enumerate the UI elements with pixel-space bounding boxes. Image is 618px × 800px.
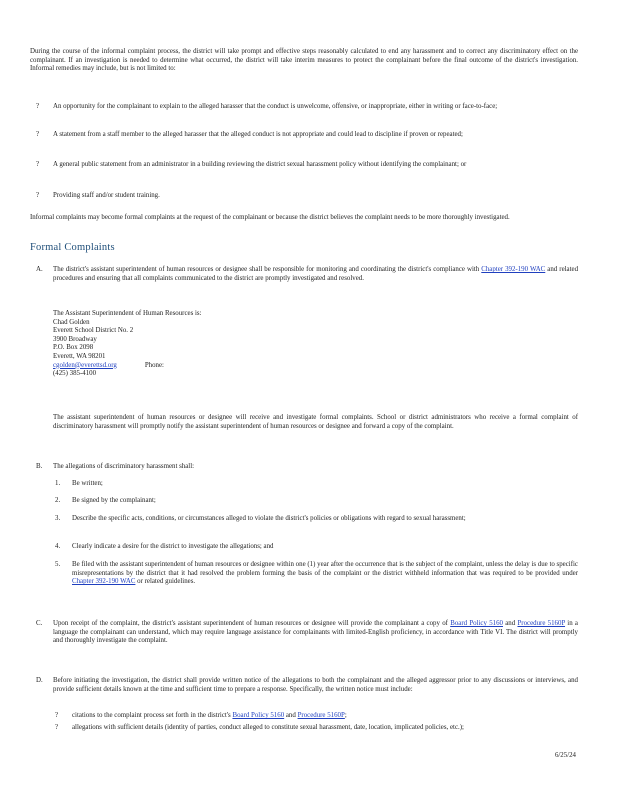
section-d-lead: Before initiating the investigation, the district shall provide written notice of the allegations to both the complainant and the alleged aggressor prior to any discussions or interviews, and provide sufficient details known at the time and sufficient time to prepare a response. Specifically, the written notice must include: [53, 677, 578, 693]
section-heading: Formal Complaints [30, 242, 115, 253]
contact-email-link[interactable]: cgolden@everettsd.org [53, 361, 117, 369]
list-number: 2. [55, 497, 61, 504]
board-policy-link[interactable]: Board Policy 5160 [450, 620, 503, 627]
bullet-marker: ? [36, 192, 40, 199]
section-b-marker: B. [36, 463, 43, 470]
bullet-item: A statement from a staff member to the alleged harasser that the alleged conduct is not appropriate and could lead to discipline if proven or repeated; [53, 131, 463, 138]
footer-date: 6/25/24 [554, 752, 576, 759]
bullet-item: An opportunity for the complainant to explain to the alleged harasser that the conduct is unwelcome, offensive, or inappropriate, either in writing or face-to-face; [53, 103, 498, 110]
procedure-link-2[interactable]: Procedure 5160P [297, 712, 345, 719]
procedure-link[interactable]: Procedure 5160P [517, 620, 566, 627]
board-policy-link-2[interactable]: Board Policy 5160 [232, 712, 285, 719]
list-number: 4. [55, 543, 61, 550]
contact-org: Everett School District No. 2 [53, 327, 134, 335]
section-d-marker: D. [36, 677, 43, 684]
section-b-lead: The allegations of discriminatory harassment shall: [53, 463, 195, 470]
contact-city: Everett, WA 98201 [53, 352, 106, 360]
section-c-marker: C. [36, 620, 43, 627]
bullet-item: Providing staff and/or student training. [53, 192, 160, 199]
list-item: Clearly indicate a desire for the district to investigate the allegations; and [72, 543, 274, 550]
bullet-marker: ? [36, 103, 40, 110]
list-item: Be written; [72, 480, 103, 487]
wac-link[interactable]: Chapter 392-190 WAC [481, 266, 546, 273]
list-item: Be signed by the complainant; [72, 497, 156, 504]
list-number: 1. [55, 480, 61, 487]
list-item: Describe the specific acts, conditions, or circumstances alleged to violate the district's policies or obligations with regard to sexual harassment; [72, 515, 466, 522]
list-item-5: Be filed with the assistant superintendent of human resources or designee within one (1) year after the occurrence that is the subject of the complaint, unless the delay is due to specific misrepresentations by the district that it had resolved the problem forming the basis of the complaint or the district withheld information that was required to be provided under Chapter 392-190 WAC or related guidelines. [72, 561, 578, 586]
contact-block [53, 310, 578, 379]
contact-phone: (425) 385-4100 [53, 370, 97, 378]
phone-label: Phone: [144, 361, 164, 369]
section-a-paragraph: The district's assistant superintendent of human resources or designee shall be responsible for monitoring and coordinating the district's compliance with Chapter 392-190 WAC and related procedures and ensuring that all complaints communicated to the district are promptly investigated and resolved. [53, 266, 579, 282]
list-number: 3. [55, 515, 61, 522]
contact-email-row [53, 362, 578, 371]
sub-bullet-marker: ? [55, 712, 59, 719]
sub-bullet-item: allegations with sufficient details (identity of parties, conduct alleged to constitute sexual harassment, date, location, implicated policies, etc.); [72, 724, 464, 731]
sub-bullet-item: citations to the complaint process set forth in the district's Board Policy 5160 and Procedure 5160P; [72, 712, 347, 719]
contact-box: P.O. Box 2098 [53, 344, 94, 352]
wac-link-2[interactable]: Chapter 392-190 WAC [72, 578, 136, 586]
bullet-marker: ? [36, 161, 40, 168]
section-a-marker: A. [36, 266, 43, 273]
bullet-marker: ? [36, 131, 40, 138]
contact-street: 3900 Broadway [53, 335, 97, 343]
bullet-item: A general public statement from an administrator in a building reviewing the district sexual harassment policy without identifying the complainant; or [53, 161, 467, 168]
section-c-paragraph: Upon receipt of the complaint, the district's assistant superintendent of human resources or designee will provide the complainant a copy of Board Policy 5160 and Procedure 5160P in a language the complainant can understand, which may require language assistance for complainants with limited-English proficiency, in accordance with Title VI. The district will promptly and thoroughly investigate the complaint. [53, 620, 578, 645]
list-number: 5. [55, 561, 61, 568]
sub-bullet-marker: ? [55, 724, 59, 731]
contact-title: The Assistant Superintendent of Human Resources is: [53, 310, 202, 317]
section-a-paragraph-2: The assistant superintendent of human resources or designee will receive and investigate formal complaints. School or district administrators who receive a formal complaint of discriminatory harassment will promptly notify the assistant superintendent of human resources or designee and forward a copy of the complaint. [53, 414, 578, 430]
intro-paragraph: During the course of the informal complaint process, the district will take prompt and effective steps reasonably calculated to end any harassment and to correct any discriminatory effect on the complainant. If an investigation is needed to determine what occurred, the district will take interim measures to protect the complainant before the final outcome of the district's investigation. Informal remedies may include, but is not limited to: [30, 48, 578, 73]
informal-closing-paragraph: Informal complaints may become formal complaints at the request of the complainant or because the district believes the complaint needs to be more thoroughly investigated. [30, 214, 510, 221]
contact-name: Chad Golden [53, 318, 90, 326]
